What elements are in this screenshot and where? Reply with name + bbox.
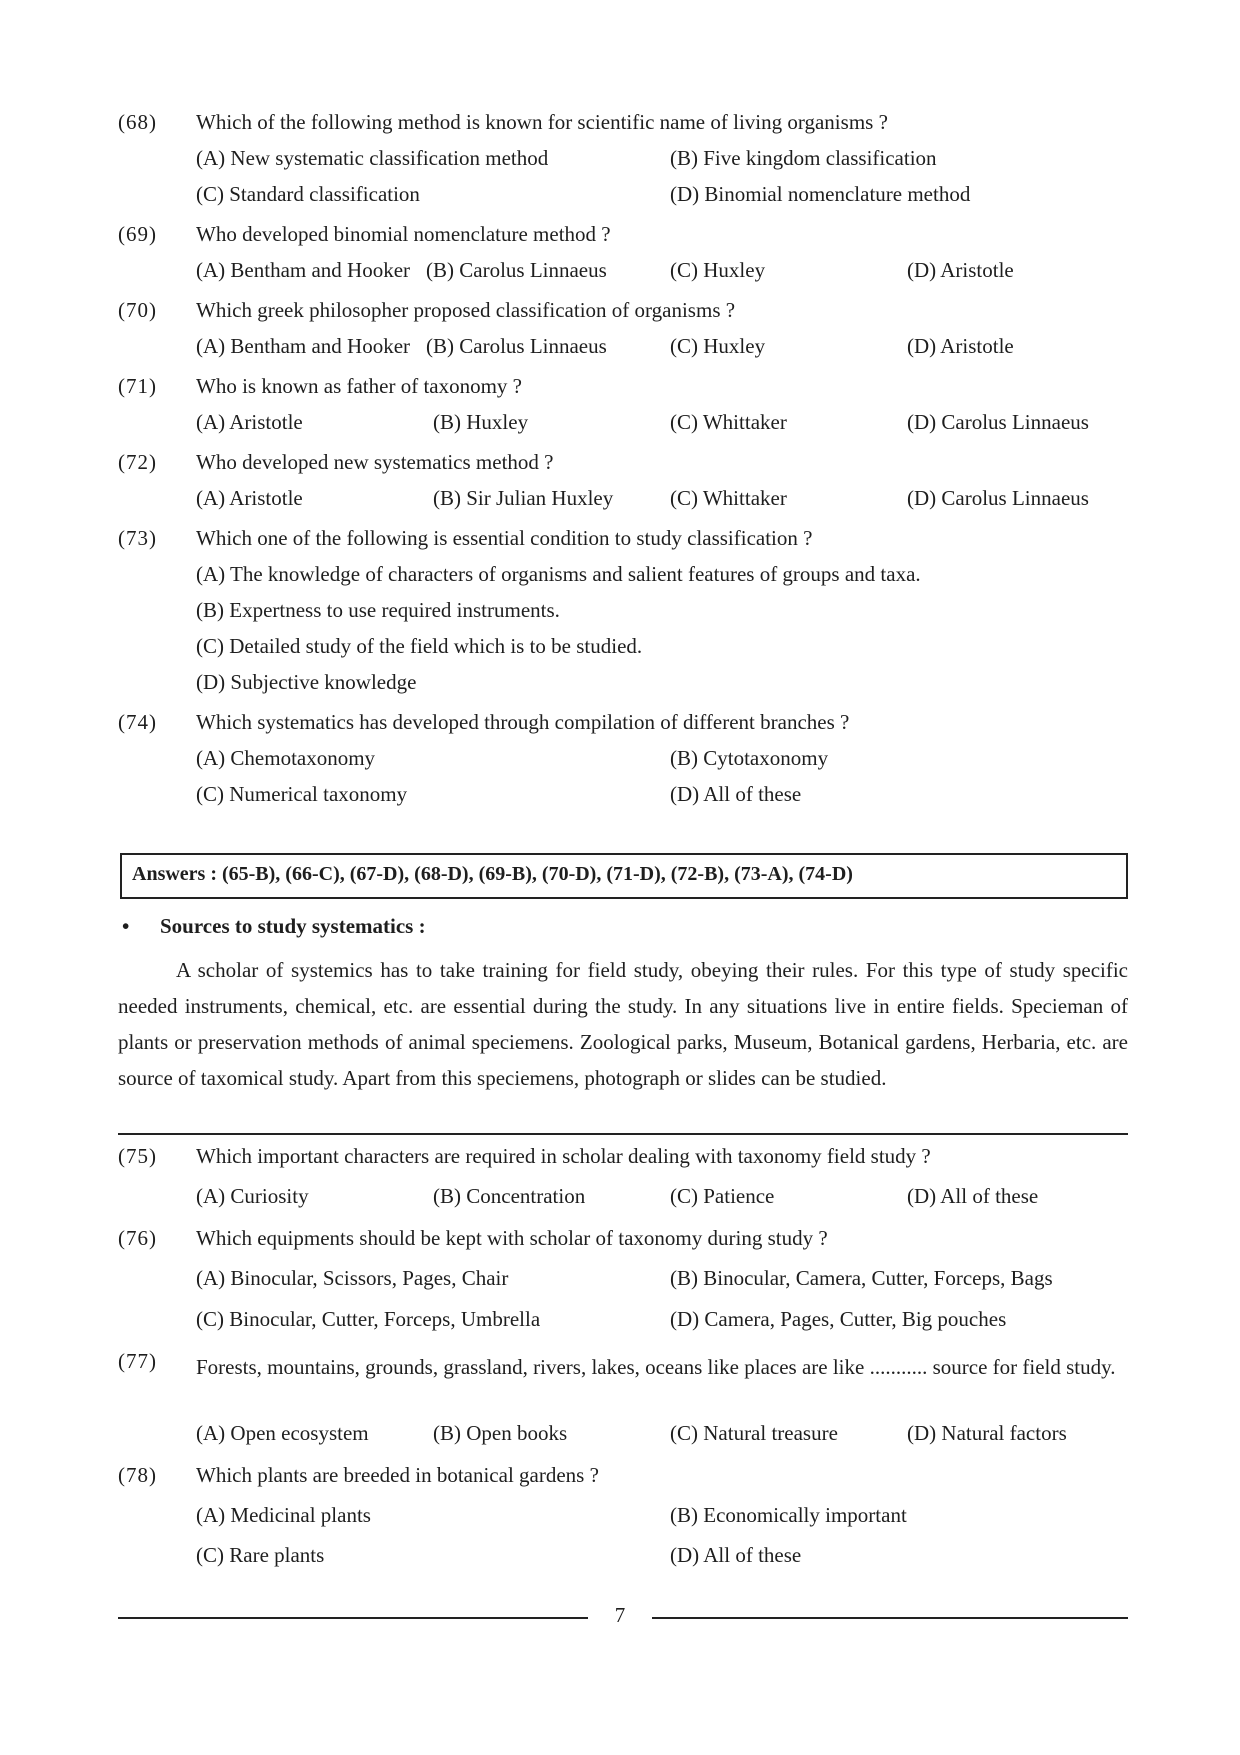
question-77 xyxy=(118,1349,1128,1463)
option-a: (A) New systematic classification method xyxy=(196,146,549,170)
option-c: (C) Huxley xyxy=(670,334,766,358)
paragraph-text: A scholar of systemics has to take training for field study, obeying their rules. For this type of study specific needed instruments, chemical, etc. are essential during the study. In any situations live in entire fields. Specieman of plants or preservation methods of animal speciemens. Zoological parks, Museum, Botanical gardens, Herbaria, etc. are source of taxomical study. Apart from this speciemens, photograph or slides can be studied. xyxy=(118,958,1128,1090)
question-block-bottom xyxy=(118,1144,1128,1579)
question-stem: Who developed binomial nomenclature method ? xyxy=(196,222,611,246)
question-68 xyxy=(118,110,1128,218)
option-d: (D) Carolus Linnaeus xyxy=(907,486,1089,510)
question-number: (68) xyxy=(118,110,157,134)
option-d: (D) Subjective knowledge xyxy=(196,670,417,694)
question-number: (73) xyxy=(118,526,157,550)
question-stem: Which one of the following is essential condition to study classification ? xyxy=(196,526,813,550)
question-number: (76) xyxy=(118,1226,157,1250)
option-c: (C) Rare plants xyxy=(196,1543,325,1567)
option-b: (B) Concentration xyxy=(433,1184,586,1208)
option-d: (D) Camera, Pages, Cutter, Big pouches xyxy=(670,1307,1007,1331)
option-b: (B) Expertness to use required instruments. xyxy=(196,598,560,622)
option-c: (C) Binocular, Cutter, Forceps, Umbrella xyxy=(196,1307,541,1331)
option-a: (A) Aristotle xyxy=(196,486,303,510)
option-c: (C) Natural treasure xyxy=(670,1421,838,1445)
question-78 xyxy=(118,1463,1128,1579)
question-stem: Which systematics has developed through compilation of different branches ? xyxy=(196,710,850,734)
option-b: (B) Sir Julian Huxley xyxy=(433,486,614,510)
option-c: (C) Detailed study of the field which is to be studied. xyxy=(196,634,643,658)
question-stem: Forests, mountains, grounds, grassland, rivers, lakes, oceans like places are like ........... source for field study. xyxy=(196,1355,1116,1379)
question-stem: Which of the following method is known for scientific name of living organisms ? xyxy=(196,110,888,134)
option-d: (D) Aristotle xyxy=(907,258,1014,282)
question-stem: Which important characters are required in scholar dealing with taxonomy field study ? xyxy=(196,1144,931,1168)
option-a: (A) Bentham and Hooker xyxy=(196,258,411,282)
option-a: (A) Open ecosystem xyxy=(196,1421,369,1445)
option-d: (D) Binomial nomenclature method xyxy=(670,182,971,206)
option-a: (A) Curiosity xyxy=(196,1184,309,1208)
option-b: (B) Cytotaxonomy xyxy=(670,746,829,770)
option-d: (D) All of these xyxy=(907,1184,1039,1208)
option-c: (C) Patience xyxy=(670,1184,775,1208)
section-heading xyxy=(122,914,426,939)
option-a: (A) Binocular, Scissors, Pages, Chair xyxy=(196,1266,509,1290)
question-stem: Which equipments should be kept with scholar of taxonomy during study ? xyxy=(196,1226,828,1250)
option-b: (B) Open books xyxy=(433,1421,568,1445)
page-number: 7 xyxy=(614,1603,626,1627)
option-d: (D) Aristotle xyxy=(907,334,1014,358)
option-d: (D) All of these xyxy=(670,782,802,806)
question-74 xyxy=(118,710,1128,818)
option-c: (C) Whittaker xyxy=(670,486,787,510)
option-d: (D) Natural factors xyxy=(907,1421,1067,1445)
option-b: (B) Economically important xyxy=(670,1503,907,1527)
option-a: (A) Aristotle xyxy=(196,410,303,434)
footer-rule-left xyxy=(118,1617,588,1619)
section-divider xyxy=(118,1133,1128,1135)
option-a: (A) Medicinal plants xyxy=(196,1503,371,1527)
option-a: (A) Bentham and Hooker xyxy=(196,334,411,358)
question-number: (72) xyxy=(118,450,157,474)
question-stem: Who is known as father of taxonomy ? xyxy=(196,374,523,398)
option-c: (C) Huxley xyxy=(670,258,766,282)
question-75 xyxy=(118,1144,1128,1226)
option-a: (A) The knowledge of characters of organisms and salient features of groups and taxa. xyxy=(196,562,921,586)
option-b: (B) Five kingdom classification xyxy=(670,146,937,170)
question-block-top xyxy=(118,110,1128,818)
question-76 xyxy=(118,1226,1128,1349)
question-number: (71) xyxy=(118,374,157,398)
question-stem: Which greek philosopher proposed classification of organisms ? xyxy=(196,298,736,322)
option-b: (B) Carolus Linnaeus xyxy=(426,258,607,282)
option-d: (D) All of these xyxy=(670,1543,802,1567)
option-b: (B) Huxley xyxy=(433,410,529,434)
question-71 xyxy=(118,374,1128,446)
option-c: (C) Standard classification xyxy=(196,182,420,206)
question-number: (69) xyxy=(118,222,157,246)
option-d: (D) Carolus Linnaeus xyxy=(907,410,1089,434)
option-a: (A) Chemotaxonomy xyxy=(196,746,376,770)
question-number: (75) xyxy=(118,1144,157,1168)
bullet-icon: • xyxy=(122,914,130,938)
question-stem: Which plants are breeded in botanical gardens ? xyxy=(196,1463,599,1487)
question-73 xyxy=(118,526,1128,706)
footer-rule-right xyxy=(652,1617,1128,1619)
option-b: (B) Binocular, Camera, Cutter, Forceps, Bags xyxy=(670,1266,1053,1290)
question-number: (74) xyxy=(118,710,157,734)
question-number: (77) xyxy=(118,1349,157,1373)
option-c: (C) Whittaker xyxy=(670,410,787,434)
question-number: (70) xyxy=(118,298,157,322)
question-70 xyxy=(118,298,1128,370)
option-c: (C) Numerical taxonomy xyxy=(196,782,408,806)
answers-box: Answers : (65-B), (66-C), (67-D), (68-D), (69-B), (70-D), (71-D), (72-B), (73-A), (74-D) xyxy=(120,853,1128,899)
question-stem: Who developed new systematics method ? xyxy=(196,450,554,474)
section-heading-text: Sources to study systematics : xyxy=(160,914,426,938)
option-b: (B) Carolus Linnaeus xyxy=(426,334,607,358)
question-number: (78) xyxy=(118,1463,157,1487)
question-72 xyxy=(118,450,1128,522)
question-69 xyxy=(118,222,1128,294)
section-paragraph xyxy=(118,952,1128,1096)
